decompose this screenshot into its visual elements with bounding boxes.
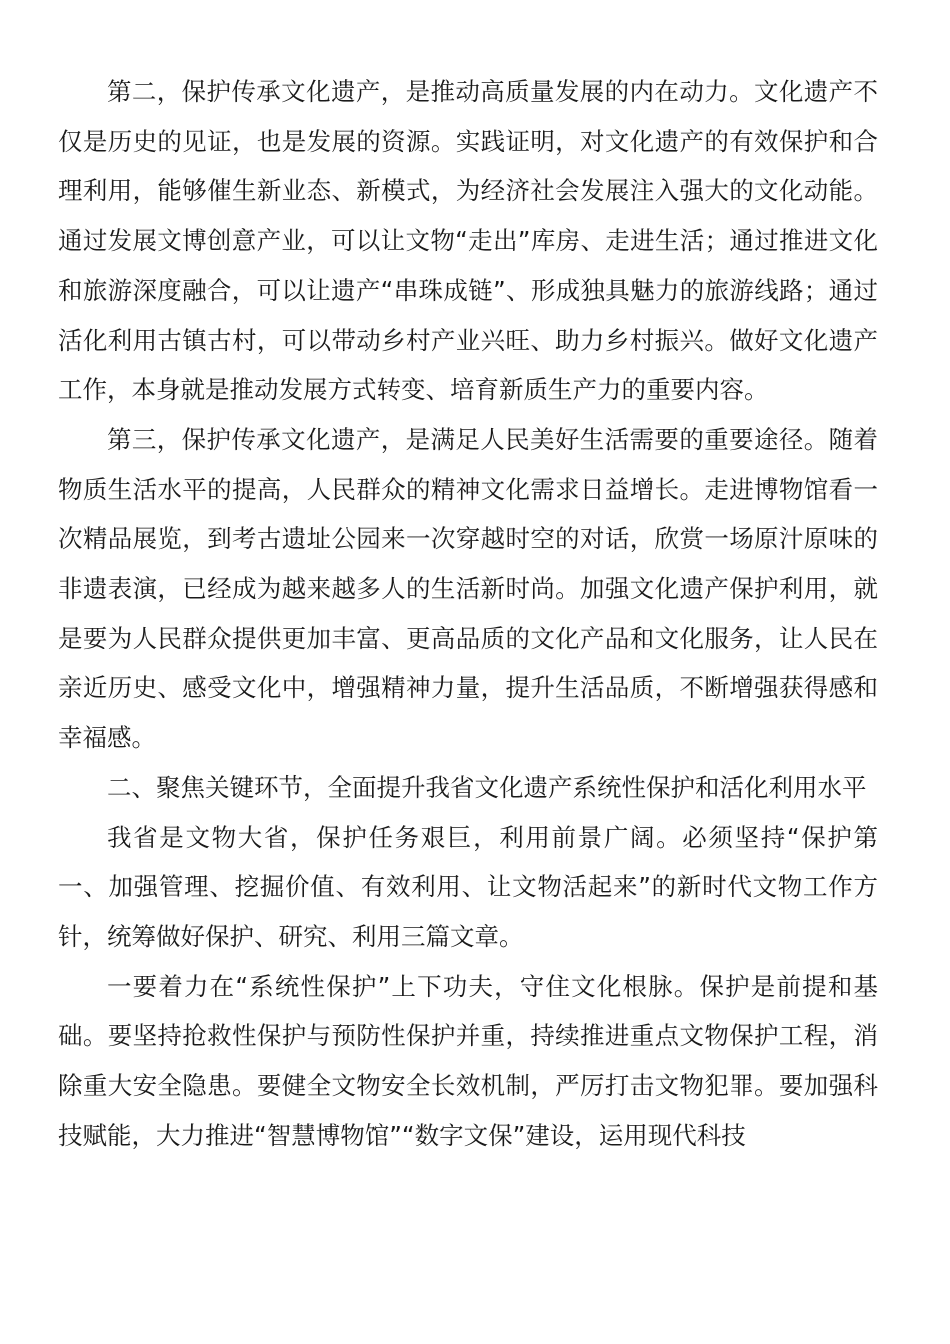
paragraph-second-point: 第二，保护传承文化遗产，是推动高质量发展的内在动力。文化遗产不仅是历史的见证，也是发展的资源。实践证明，对文化遗产的有效保护和合理利用，能够催生新业态、新模式，为经济社会发展注入强大的文化动能。通过发展文博创意产业，可以让文物“走出”库房、走进生活；通过推进文化和旅游深度融合，可以让遗产“串珠成链”、形成独具魅力的旅游线路；通过活化利用古镇古村，可以带动乡村产业兴旺、助力乡村振兴。做好文化遗产工作，本身就是推动发展方式转变、培育新质生产力的重要内容。 [58,77,878,405]
paragraph-systematic-protection: 一要着力在“系统性保护”上下功夫，守住文化根脉。保护是前提和基础。要坚持抢救性保护与预防性保护并重，持续推进重点文物保护工程，消除重大安全隐患。要健全文物安全长效机制，严厉打击文物犯罪。要加强科技赋能，大力推进“智慧博物馆”“数字文保”建设，运用现代科技 [58,971,878,1150]
document-page [58,67,878,1160]
section-heading-two: 二、聚焦关键环节，全面提升我省文化遗产系统性保护和活化利用水平 [107,772,867,802]
paragraph-province-intro: 我省是文物大省，保护任务艰巨，利用前景广阔。必须坚持“保护第一、加强管理、挖掘价值、有效利用、让文物活起来”的新时代文物工作方针，统筹做好保护、研究、利用三篇文章。 [58,822,878,951]
paragraph-third-point: 第三，保护传承文化遗产，是满足人民美好生活需要的重要途径。随着物质生活水平的提高，人民群众的精神文化需求日益增长。走进博物馆看一次精品展览，到考古遗址公园来一次穿越时空的对话，欣赏一场原汁原味的非遗表演，已经成为越来越多人的生活新时尚。加强文化遗产保护利用，就是要为人民群众提供更加丰富、更高品质的文化产品和文化服务，让人民在亲近历史、感受文化中，增强精神力量，提升生活品质，不断增强获得感和幸福感。 [58,424,878,753]
